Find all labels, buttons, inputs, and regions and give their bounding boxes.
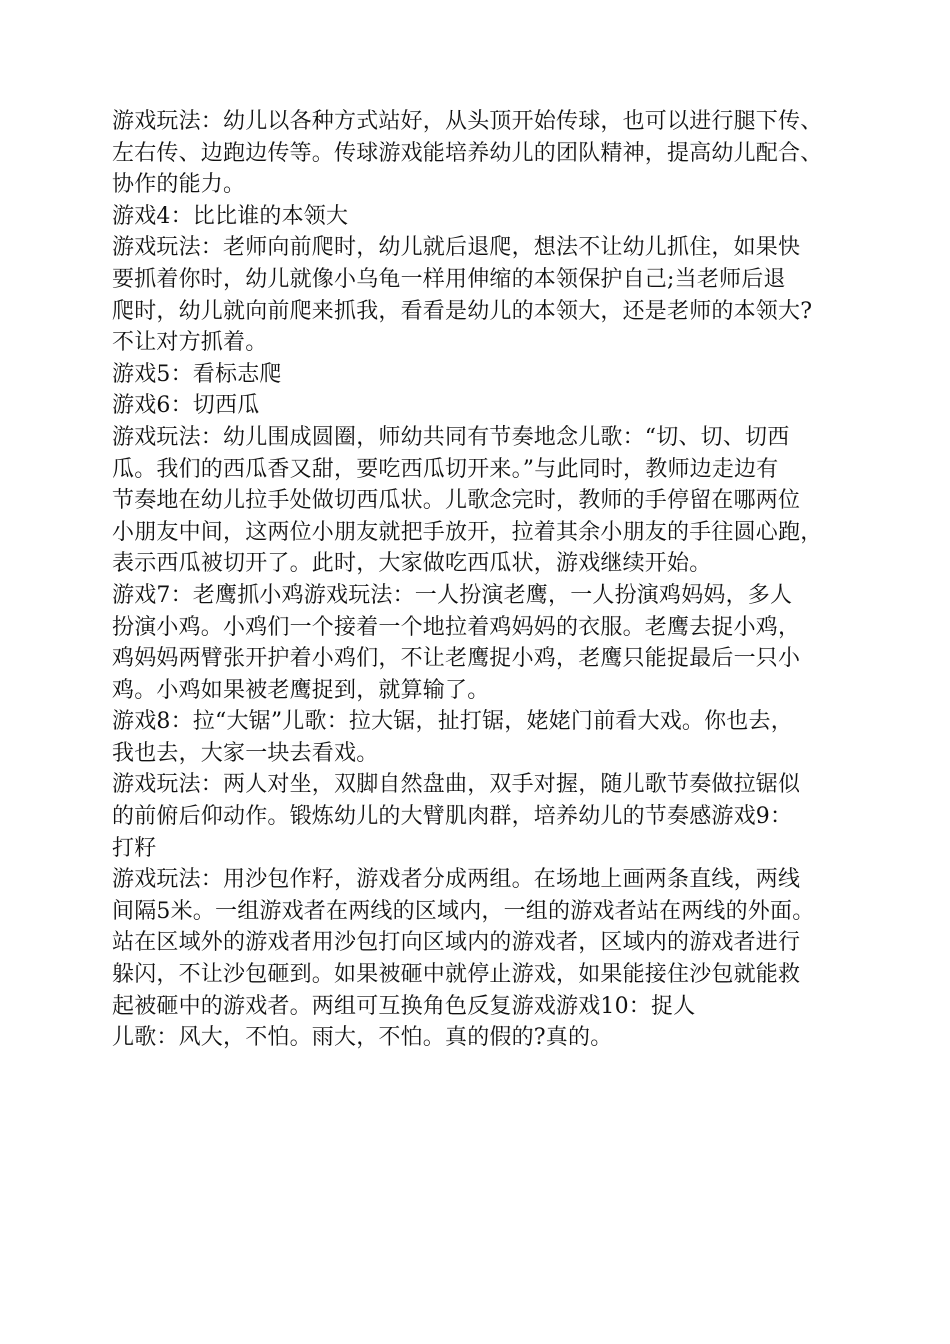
text-line: 扮演小鸡。小鸡们一个接着一个地拉着鸡妈妈的衣服。老鹰去捉小鸡，	[112, 614, 801, 640]
text-line: 协作的能力。	[112, 172, 246, 198]
section-heading-game-4: 游戏4：比比谁的本领大	[112, 203, 349, 229]
text-line: 儿歌：风大，不怕。雨大，不怕。真的假的?真的。	[112, 1025, 613, 1051]
text-line: 节奏地在幼儿拉手处做切西瓜状。儿歌念完时，教师的手停留在哪两位	[112, 488, 801, 514]
text-line: 小朋友中间，这两位小朋友就把手放开，拉着其余小朋友的手往圆心跑，	[112, 519, 823, 545]
document-body	[112, 106, 872, 1054]
text-line: 游戏玩法：用沙包作籽，游戏者分成两组。在场地上画两条直线，两线	[112, 867, 801, 893]
text-line: 打籽	[112, 835, 157, 861]
text-line: 左右传、边跑边传等。传球游戏能培养幼儿的团队精神，提高幼儿配合、	[112, 140, 823, 166]
text-line: 游戏玩法：两人对坐，双脚自然盘曲，双手对握，随儿歌节奏做拉锯似	[112, 772, 801, 798]
text-line: 瓜。我们的西瓜香又甜，要吃西瓜切开来。”与此同时，教师边走边有	[112, 456, 779, 482]
text-line: 鸡。小鸡如果被老鹰捉到，就算输了。	[112, 677, 490, 703]
text-line: 起被砸中的游戏者。两组可互换角色反复游戏游戏10：捉人	[112, 993, 696, 1019]
text-line: 要抓着你时，幼儿就像小乌龟一样用伸缩的本领保护自己;当老师后退	[112, 266, 786, 292]
section-heading-game-8: 游戏8：拉“大锯”儿歌：拉大锯，扯打锯，姥姥门前看大戏。你也去，	[112, 709, 793, 735]
section-heading-game-7: 游戏7：老鹰抓小鸡游戏玩法：一人扮演老鹰，一人扮演鸡妈妈，多人	[112, 582, 793, 608]
text-line: 站在区域外的游戏者用沙包打向区域内的游戏者，区域内的游戏者进行	[112, 930, 801, 956]
text-line: 不让对方抓着。	[112, 330, 268, 356]
text-line: 间隔5米。一组游戏者在两线的区域内，一组的游戏者站在两线的外面。	[112, 898, 815, 924]
text-line: 游戏玩法：老师向前爬时，幼儿就后退爬，想法不让幼儿抓住，如果快	[112, 235, 801, 261]
text-line: 爬时，幼儿就向前爬来抓我，看看是幼儿的本领大，还是老师的本领大?	[112, 298, 813, 324]
section-heading-game-6: 游戏6：切西瓜	[112, 393, 260, 419]
text-line: 游戏玩法：幼儿围成圆圈，师幼共同有节奏地念儿歌：“切、切、切西	[112, 424, 790, 450]
text-line: 游戏玩法：幼儿以各种方式站好，从头顶开始传球，也可以进行腿下传、	[112, 109, 823, 134]
text-line: 的前俯后仰动作。锻炼幼儿的大臂肌肉群，培养幼儿的节奏感游戏9：	[112, 804, 793, 830]
text-line: 躲闪，不让沙包砸到。如果被砸中就停止游戏，如果能接住沙包就能救	[112, 962, 801, 988]
text-line: 表示西瓜被切开了。此时，大家做吃西瓜状，游戏继续开始。	[112, 551, 712, 577]
text-line: 我也去，大家一块去看戏。	[112, 740, 379, 766]
text-line: 鸡妈妈两臂张开护着小鸡们，不让老鹰捉小鸡，老鹰只能捉最后一只小	[112, 646, 801, 672]
section-heading-game-5: 游戏5：看标志爬	[112, 361, 282, 387]
